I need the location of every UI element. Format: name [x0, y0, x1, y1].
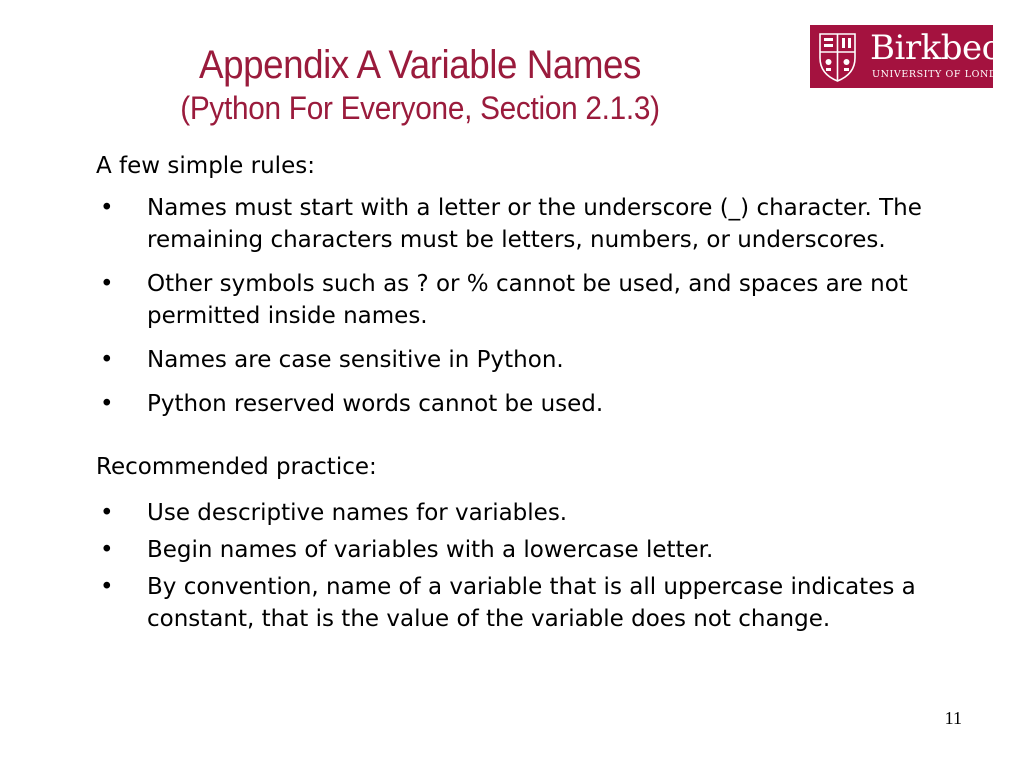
title-line-1: Appendix A Variable Names	[199, 43, 641, 87]
practice-item-text: Use descriptive names for variables.	[147, 500, 568, 526]
slide-body	[96, 150, 936, 635]
rules-list-item	[96, 192, 936, 256]
logo-subtitle: UNIVERSITY OF LONDON	[872, 69, 1015, 80]
practice-item-text: By convention, name of a variable that is all uppercase indicates a constant, that is the value of the variable does not change.	[147, 574, 916, 632]
title-line-2: (Python For Everyone, Section 2.1.3)	[180, 90, 660, 126]
rules-list	[96, 192, 936, 420]
bullet-icon: •	[100, 347, 114, 373]
practice-item-text: Begin names of variables with a lowercase letter.	[147, 537, 714, 563]
rules-item-text: Names are case sensitive in Python.	[147, 347, 564, 373]
bullet-icon: •	[100, 574, 114, 600]
rules-item-text: Names must start with a letter or the underscore (_) character. The remaining characters must be letters, numbers, or underscores.	[147, 195, 922, 253]
practice-list-item	[96, 571, 936, 635]
university-crest-icon	[810, 25, 870, 88]
practice-list-item	[96, 497, 936, 529]
practice-list	[96, 497, 936, 635]
birkbeck-logo	[810, 25, 1021, 88]
bullet-icon: •	[100, 195, 114, 221]
practice-heading: Recommended practice:	[96, 454, 377, 480]
bullet-icon: •	[100, 271, 114, 297]
bullet-icon: •	[100, 391, 114, 417]
rules-list-item	[96, 344, 936, 376]
rules-item-text: Python reserved words cannot be used.	[147, 391, 604, 417]
slide-title	[100, 42, 740, 128]
practice-list-item	[96, 534, 936, 566]
bullet-icon: •	[100, 537, 114, 563]
logo-name: Birkbeck	[870, 28, 1021, 68]
bullet-icon: •	[100, 500, 114, 526]
page-number: 11	[944, 708, 962, 728]
rules-item-text: Other symbols such as ? or % cannot be used, and spaces are not permitted inside names.	[147, 271, 908, 329]
rules-list-item	[96, 268, 936, 332]
rules-heading: A few simple rules:	[96, 153, 315, 179]
rules-list-item	[96, 388, 936, 420]
